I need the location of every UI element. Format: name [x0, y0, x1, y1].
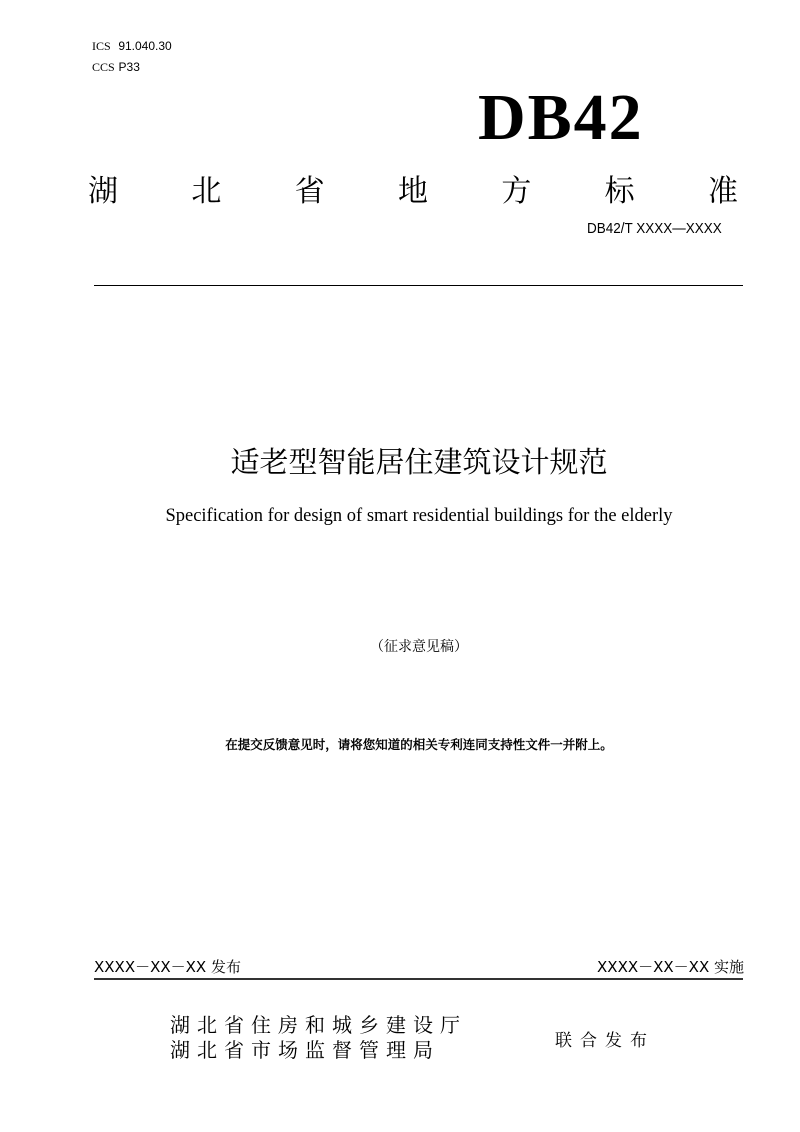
ics-value: 91.040.30 — [118, 39, 172, 53]
publish-date: XXXX－XX－XX 发布 — [94, 958, 241, 976]
issuer: 湖北省住房和城乡建设厅 — [170, 1013, 467, 1037]
standard-type-char: 省 — [294, 174, 325, 209]
document-title-cn: 适老型智能居住建筑设计规范 — [230, 445, 608, 479]
ccs-label: CCS — [92, 60, 115, 74]
ccs-value: P33 — [118, 60, 140, 74]
ccs-classification — [92, 60, 140, 75]
standard-logo: DB42 — [478, 81, 644, 154]
issuing-authorities — [170, 1013, 467, 1063]
issuer: 湖北省市场监督管理局 — [170, 1038, 440, 1062]
ics-label: ICS — [92, 39, 111, 53]
patent-notice: 在提交反馈意见时，请将您知道的相关专利连同支持性文件一并附上。 — [225, 737, 613, 752]
standard-type-char: 准 — [707, 174, 738, 209]
ics-classification — [92, 39, 172, 54]
draft-status: （征求意见稿） — [370, 639, 468, 655]
document-title-en: Specification for design of smart residential buildings for the elderly — [165, 506, 673, 526]
standard-type — [88, 166, 738, 210]
footer-divider — [94, 978, 743, 980]
standard-code: DB42/T XXXX—XXXX — [587, 220, 722, 237]
standard-type-char: 北 — [191, 174, 222, 209]
implement-date: XXXX－XX－XX 实施 — [597, 958, 744, 976]
standard-type-char: 标 — [604, 174, 635, 209]
header-divider — [94, 285, 743, 286]
standard-type-char: 方 — [501, 174, 532, 209]
joint-issue-label: 联合发布 — [555, 1031, 655, 1051]
standard-type-char: 地 — [397, 174, 428, 209]
standard-type-char: 湖 — [88, 174, 118, 209]
